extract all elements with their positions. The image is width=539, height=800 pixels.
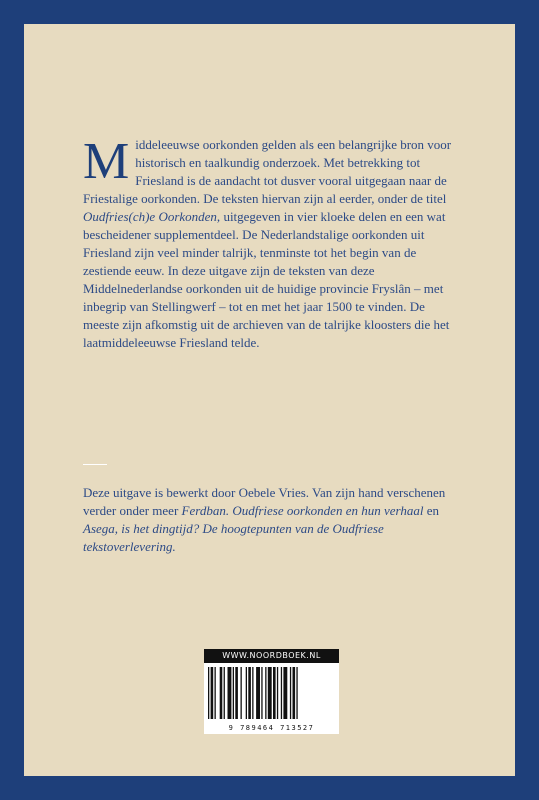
barcode-bar bbox=[273, 667, 276, 719]
intro-part-2: uitgegeven in vier kloeke delen en een wat bescheidener supplementdeel. De Nederlandstalige oorkonden uit Friesland zijn veel minder talrijk, tenminste tot het begin van de zestiende eeuw. In deze uitgave zijn de teksten van deze Middelnederlandse oorkonden uit de huidige provincie Fryslân – met inbegrip van Stellingwerf – tot en met het jaar 1500 te vinden. De meeste zijn afkomstig uit de archieven van de talrijke kloosters die het laatmiddeleeuwse Friesland telde. bbox=[83, 209, 450, 350]
barcode-bar bbox=[235, 667, 238, 719]
barcode-bar bbox=[256, 667, 260, 719]
intro-text bbox=[83, 133, 463, 352]
author-part-1: Deze uitgave is bewerkt door Oebele Vries. Van zijn hand verschenen verder onder meer bbox=[83, 485, 446, 518]
website-label: WWW.NOORDBOEK.NL bbox=[204, 649, 339, 663]
barcode-bar bbox=[265, 667, 266, 719]
barcode-bar bbox=[277, 667, 278, 719]
barcode bbox=[204, 649, 339, 734]
barcode-bar bbox=[211, 667, 214, 719]
drop-cap: M bbox=[83, 133, 130, 190]
barcode-bar bbox=[283, 667, 287, 719]
isbn-digits: 9 789464 713527 bbox=[228, 724, 315, 732]
book-title-asega: Asega, is het dingtijd? De hoogtepunten van de Oudfriese tekstoverlevering. bbox=[83, 521, 384, 554]
barcode-bar bbox=[215, 667, 216, 719]
barcode-body bbox=[204, 663, 339, 734]
barcode-bars bbox=[208, 667, 335, 719]
barcode-bar bbox=[208, 667, 209, 719]
barcode-bar bbox=[281, 667, 282, 719]
divider-line bbox=[83, 464, 107, 465]
barcode-bar bbox=[246, 667, 247, 719]
barcode-bar bbox=[296, 667, 297, 719]
barcode-bar bbox=[248, 667, 251, 719]
barcode-bar bbox=[241, 667, 242, 719]
barcode-bar bbox=[220, 667, 223, 719]
intro-part-1: iddeleeuwse oorkonden gelden als een belangrijke bron voor historisch en taalkundig onderzoek. Met betrekking tot Friesland is de aandacht tot dusver vooral uitgegaan naar de Friestalige oorkonden. De teksten hiervan zijn al eerder, onder de titel bbox=[83, 137, 452, 206]
barcode-bar bbox=[268, 667, 272, 719]
barcode-bar bbox=[224, 667, 225, 719]
author-text bbox=[83, 484, 473, 556]
author-part-2: en bbox=[423, 503, 439, 518]
back-cover bbox=[24, 24, 515, 776]
book-title-ferdban: Ferdban. Oudfriese oorkonden en hun verhaal bbox=[181, 503, 424, 518]
barcode-bar bbox=[290, 667, 291, 719]
intro-paragraph bbox=[83, 133, 463, 352]
barcode-bar bbox=[252, 667, 253, 719]
barcode-bar bbox=[233, 667, 234, 719]
barcode-bar bbox=[228, 667, 232, 719]
barcode-bar bbox=[293, 667, 296, 719]
barcode-bar bbox=[261, 667, 262, 719]
intro-title-italic: Oudfries(ch)e Oorkonden, bbox=[83, 209, 221, 224]
